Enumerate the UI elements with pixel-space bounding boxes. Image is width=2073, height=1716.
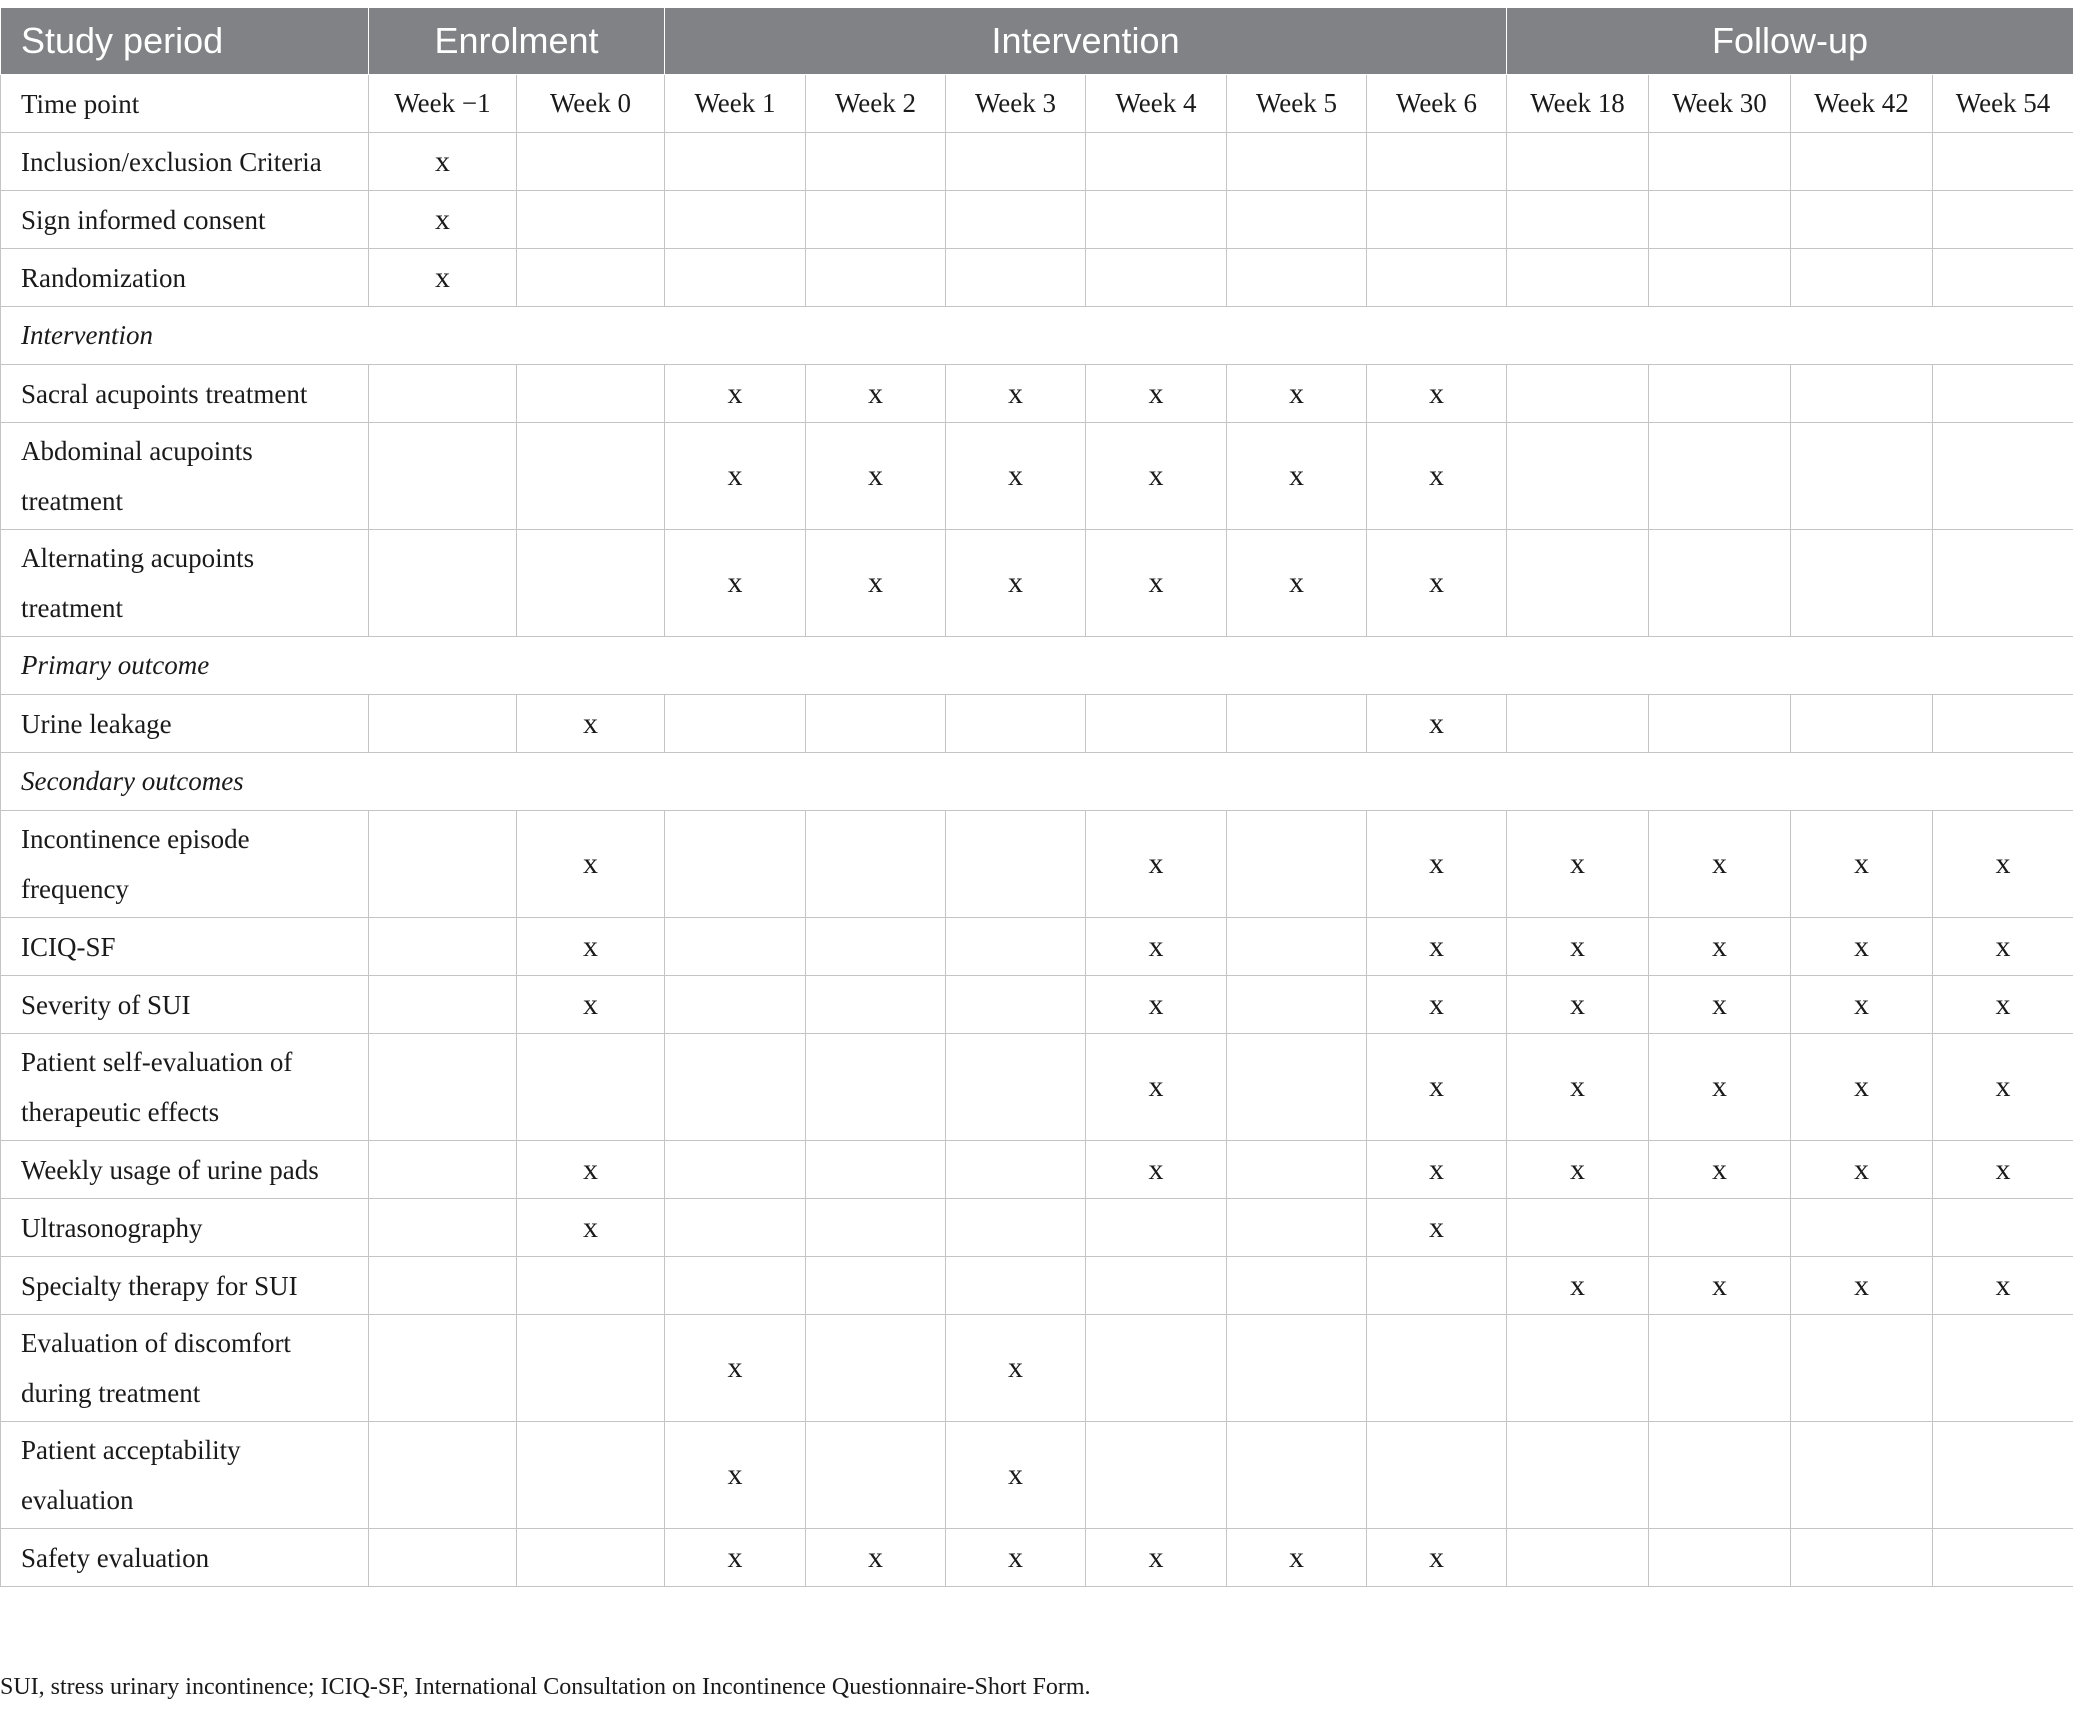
schedule-cell-empty [1649, 249, 1791, 307]
schedule-cell-empty [1086, 191, 1227, 249]
schedule-mark: x [665, 1422, 806, 1529]
schedule-mark: x [1367, 530, 1507, 637]
schedule-cell-empty [1791, 695, 1933, 753]
schedule-cell-empty [1086, 695, 1227, 753]
schedule-cell-empty [1791, 1315, 1933, 1422]
schedule-cell-empty [1367, 1422, 1507, 1529]
table-row [1, 1141, 2073, 1199]
schedule-mark: x [517, 811, 665, 918]
section-label: Intervention [1, 307, 2073, 365]
time-point-week: Week 0 [517, 75, 665, 133]
time-point-week: Week 42 [1791, 75, 1933, 133]
schedule-mark: x [1086, 365, 1227, 423]
schedule-cell-empty [665, 695, 806, 753]
time-point-week: Week 1 [665, 75, 806, 133]
time-point-week: Week 30 [1649, 75, 1791, 133]
schedule-mark: x [1933, 918, 2073, 976]
schedule-cell-empty [1933, 423, 2073, 530]
schedule-cell-empty [1649, 1199, 1791, 1257]
schedule-cell-empty [1933, 1529, 2073, 1587]
table-row [1, 1529, 2073, 1587]
header-enrolment: Enrolment [369, 8, 665, 75]
schedule-cell-empty [517, 191, 665, 249]
schedule-cell-empty [1507, 695, 1649, 753]
schedule-mark: x [369, 133, 517, 191]
table-row [1, 191, 2073, 249]
schedule-mark: x [1507, 1257, 1649, 1315]
schedule-cell-empty [1227, 1034, 1367, 1141]
row-label: Evaluation of discomfort during treatment [1, 1315, 369, 1422]
schedule-cell-empty [1086, 1257, 1227, 1315]
schedule-cell-empty [1933, 695, 2073, 753]
row-label: Patient self-evaluation of therapeutic effects [1, 1034, 369, 1141]
schedule-mark: x [1367, 365, 1507, 423]
schedule-cell-empty [369, 695, 517, 753]
schedule-cell-empty [1933, 365, 2073, 423]
schedule-mark: x [1227, 1529, 1367, 1587]
schedule-cell-empty [1367, 1315, 1507, 1422]
schedule-cell-empty [369, 1199, 517, 1257]
schedule-cell-empty [517, 1257, 665, 1315]
schedule-cell-empty [1507, 530, 1649, 637]
table-row [1, 249, 2073, 307]
schedule-mark: x [1367, 423, 1507, 530]
schedule-cell-empty [369, 423, 517, 530]
schedule-cell-empty [665, 811, 806, 918]
schedule-mark: x [517, 1199, 665, 1257]
schedule-cell-empty [1227, 1315, 1367, 1422]
header-study-period: Study period [1, 8, 369, 75]
schedule-cell-empty [1367, 133, 1507, 191]
row-label: Weekly usage of urine pads [1, 1141, 369, 1199]
schedule-mark: x [946, 365, 1086, 423]
schedule-cell-empty [1227, 133, 1367, 191]
schedule-cell-empty [1933, 530, 2073, 637]
time-point-row [1, 75, 2073, 133]
row-label: Incontinence episode frequency [1, 811, 369, 918]
schedule-cell-empty [1649, 365, 1791, 423]
header-intervention: Intervention [665, 8, 1507, 75]
schedule-cell-empty [1507, 423, 1649, 530]
schedule-cell-empty [946, 1199, 1086, 1257]
schedule-mark: x [665, 1529, 806, 1587]
table-row [1, 1257, 2073, 1315]
schedule-mark: x [665, 530, 806, 637]
table-row [1, 695, 2073, 753]
time-point-week: Week 18 [1507, 75, 1649, 133]
table-row [1, 1422, 2073, 1529]
time-point-label: Time point [1, 75, 369, 133]
schedule-cell-empty [946, 811, 1086, 918]
schedule-mark: x [1649, 1034, 1791, 1141]
time-point-week: Week 6 [1367, 75, 1507, 133]
schedule-cell-empty [369, 365, 517, 423]
schedule-cell-empty [1791, 530, 1933, 637]
schedule-cell-empty [806, 1141, 946, 1199]
schedule-mark: x [369, 249, 517, 307]
schedule-mark: x [1227, 423, 1367, 530]
schedule-cell-empty [1367, 191, 1507, 249]
schedule-cell-empty [517, 1422, 665, 1529]
schedule-mark: x [517, 695, 665, 753]
schedule-mark: x [1933, 976, 2073, 1034]
schedule-cell-empty [1086, 1199, 1227, 1257]
time-point-week: Week 54 [1933, 75, 2073, 133]
schedule-cell-empty [1649, 423, 1791, 530]
schedule-mark: x [1507, 976, 1649, 1034]
section-row [1, 307, 2073, 365]
schedule-mark: x [1649, 1141, 1791, 1199]
table-row [1, 365, 2073, 423]
time-point-week: Week 5 [1227, 75, 1367, 133]
schedule-mark: x [1086, 1034, 1227, 1141]
schedule-cell-empty [806, 1034, 946, 1141]
schedule-mark: x [1649, 976, 1791, 1034]
schedule-cell-empty [1791, 1422, 1933, 1529]
schedule-cell-empty [946, 1257, 1086, 1315]
schedule-mark: x [1791, 1141, 1933, 1199]
schedule-cell-empty [1649, 1315, 1791, 1422]
schedule-mark: x [1791, 918, 1933, 976]
schedule-mark: x [806, 530, 946, 637]
schedule-cell-empty [1791, 1199, 1933, 1257]
schedule-mark: x [1086, 1141, 1227, 1199]
schedule-cell-empty [1507, 133, 1649, 191]
header-row [1, 8, 2073, 75]
schedule-mark: x [1086, 423, 1227, 530]
schedule-mark: x [1933, 1257, 2073, 1315]
schedule-cell-empty [946, 249, 1086, 307]
schedule-mark: x [1367, 918, 1507, 976]
time-point-week: Week 3 [946, 75, 1086, 133]
schedule-mark: x [517, 918, 665, 976]
schedule-cell-empty [665, 191, 806, 249]
schedule-mark: x [1086, 976, 1227, 1034]
row-label: Inclusion/exclusion Criteria [1, 133, 369, 191]
row-label: Sacral acupoints treatment [1, 365, 369, 423]
schedule-mark: x [1086, 811, 1227, 918]
schedule-mark: x [517, 1141, 665, 1199]
schedule-mark: x [946, 1422, 1086, 1529]
time-point-week: Week 2 [806, 75, 946, 133]
schedule-cell-empty [1791, 133, 1933, 191]
schedule-cell-empty [1086, 133, 1227, 191]
schedule-cell-empty [369, 1141, 517, 1199]
schedule-mark: x [1933, 1141, 2073, 1199]
table-row [1, 1199, 2073, 1257]
time-point-week: Week 4 [1086, 75, 1227, 133]
schedule-cell-empty [369, 1422, 517, 1529]
schedule-cell-empty [946, 191, 1086, 249]
schedule-cell-empty [1933, 1199, 2073, 1257]
schedule-cell-empty [946, 133, 1086, 191]
table-row [1, 1034, 2073, 1141]
schedule-cell-empty [665, 133, 806, 191]
table-row [1, 976, 2073, 1034]
schedule-mark: x [1367, 695, 1507, 753]
row-label: Patient acceptability evaluation [1, 1422, 369, 1529]
schedule-cell-empty [665, 1199, 806, 1257]
schedule-cell-empty [665, 918, 806, 976]
schedule-cell-empty [1227, 695, 1367, 753]
schedule-table [0, 8, 2073, 1587]
schedule-cell-empty [665, 1257, 806, 1315]
schedule-cell-empty [1649, 1422, 1791, 1529]
schedule-cell-empty [1507, 1529, 1649, 1587]
schedule-cell-empty [806, 811, 946, 918]
table-row [1, 423, 2073, 530]
row-label: Severity of SUI [1, 976, 369, 1034]
schedule-cell-empty [369, 811, 517, 918]
schedule-cell-empty [517, 365, 665, 423]
schedule-mark: x [1367, 811, 1507, 918]
schedule-mark: x [1367, 976, 1507, 1034]
schedule-mark: x [1367, 1034, 1507, 1141]
schedule-cell-empty [806, 918, 946, 976]
schedule-cell-empty [1367, 1257, 1507, 1315]
schedule-cell-empty [1227, 1422, 1367, 1529]
schedule-cell-empty [946, 1141, 1086, 1199]
schedule-mark: x [1086, 918, 1227, 976]
schedule-mark: x [1227, 530, 1367, 637]
schedule-body [1, 75, 2073, 1587]
schedule-cell-empty [1227, 249, 1367, 307]
schedule-cell-empty [1227, 1141, 1367, 1199]
table-row [1, 811, 2073, 918]
schedule-mark: x [1791, 976, 1933, 1034]
schedule-mark: x [946, 1315, 1086, 1422]
schedule-mark: x [1791, 1034, 1933, 1141]
schedule-cell-empty [665, 1034, 806, 1141]
schedule-cell-empty [517, 133, 665, 191]
schedule-mark: x [1791, 811, 1933, 918]
schedule-mark: x [1649, 1257, 1791, 1315]
schedule-cell-empty [665, 1141, 806, 1199]
schedule-cell-empty [806, 249, 946, 307]
schedule-cell-empty [369, 530, 517, 637]
schedule-cell-empty [1507, 1315, 1649, 1422]
schedule-cell-empty [1507, 249, 1649, 307]
schedule-cell-empty [517, 423, 665, 530]
schedule-mark: x [1649, 918, 1791, 976]
schedule-cell-empty [1649, 191, 1791, 249]
row-label: ICIQ-SF [1, 918, 369, 976]
schedule-cell-empty [1791, 423, 1933, 530]
schedule-mark: x [665, 1315, 806, 1422]
section-label: Primary outcome [1, 637, 2073, 695]
schedule-cell-empty [1507, 365, 1649, 423]
schedule-mark: x [1227, 365, 1367, 423]
schedule-cell-empty [369, 1529, 517, 1587]
time-point-week: Week −1 [369, 75, 517, 133]
schedule-cell-empty [369, 976, 517, 1034]
schedule-cell-empty [369, 1257, 517, 1315]
schedule-cell-empty [1227, 976, 1367, 1034]
schedule-mark: x [806, 365, 946, 423]
schedule-cell-empty [1367, 249, 1507, 307]
schedule-mark: x [1086, 530, 1227, 637]
schedule-mark: x [946, 1529, 1086, 1587]
schedule-cell-empty [946, 976, 1086, 1034]
schedule-cell-empty [806, 695, 946, 753]
row-label: Alternating acupoints treatment [1, 530, 369, 637]
section-row [1, 753, 2073, 811]
schedule-cell-empty [1649, 133, 1791, 191]
schedule-mark: x [1367, 1199, 1507, 1257]
schedule-mark: x [946, 530, 1086, 637]
schedule-cell-empty [1227, 811, 1367, 918]
schedule-cell-empty [806, 1422, 946, 1529]
schedule-cell-empty [806, 976, 946, 1034]
schedule-cell-empty [1791, 191, 1933, 249]
schedule-cell-empty [1507, 1199, 1649, 1257]
schedule-cell-empty [517, 1529, 665, 1587]
schedule-cell-empty [1649, 1529, 1791, 1587]
schedule-cell-empty [665, 249, 806, 307]
schedule-cell-empty [806, 191, 946, 249]
table-footnote: SUI, stress urinary incontinence; ICIQ-SF, International Consultation on Incontinence Questionnaire-Short Form. [0, 1674, 1091, 1700]
schedule-mark: x [1086, 1529, 1227, 1587]
schedule-cell-empty [369, 918, 517, 976]
schedule-mark: x [806, 1529, 946, 1587]
schedule-cell-empty [517, 1315, 665, 1422]
schedule-mark: x [1933, 1034, 2073, 1141]
schedule-cell-empty [1649, 530, 1791, 637]
schedule-cell-empty [946, 695, 1086, 753]
section-row [1, 637, 2073, 695]
schedule-mark: x [1507, 918, 1649, 976]
table-row [1, 530, 2073, 637]
row-label: Sign informed consent [1, 191, 369, 249]
table-row [1, 133, 2073, 191]
schedule-cell-empty [517, 530, 665, 637]
schedule-cell-empty [1933, 133, 2073, 191]
section-label: Secondary outcomes [1, 753, 2073, 811]
schedule-cell-empty [369, 1315, 517, 1422]
schedule-cell-empty [1086, 249, 1227, 307]
schedule-cell-empty [1086, 1422, 1227, 1529]
schedule-mark: x [1649, 811, 1791, 918]
schedule-cell-empty [806, 1257, 946, 1315]
schedule-mark: x [1791, 1257, 1933, 1315]
table-row [1, 1315, 2073, 1422]
schedule-cell-empty [369, 1034, 517, 1141]
row-label: Urine leakage [1, 695, 369, 753]
schedule-cell-empty [517, 1034, 665, 1141]
schedule-mark: x [517, 976, 665, 1034]
schedule-cell-empty [806, 1315, 946, 1422]
schedule-cell-empty [1227, 918, 1367, 976]
header-follow-up: Follow-up [1507, 8, 2073, 75]
schedule-table-container [0, 8, 2073, 1587]
schedule-cell-empty [1507, 191, 1649, 249]
schedule-mark: x [369, 191, 517, 249]
schedule-cell-empty [1086, 1315, 1227, 1422]
schedule-cell-empty [1933, 1315, 2073, 1422]
schedule-cell-empty [1649, 695, 1791, 753]
schedule-mark: x [806, 423, 946, 530]
schedule-cell-empty [1227, 191, 1367, 249]
schedule-mark: x [1367, 1529, 1507, 1587]
schedule-cell-empty [806, 1199, 946, 1257]
schedule-cell-empty [1791, 365, 1933, 423]
schedule-cell-empty [946, 1034, 1086, 1141]
schedule-cell-empty [517, 249, 665, 307]
schedule-cell-empty [665, 976, 806, 1034]
schedule-cell-empty [1507, 1422, 1649, 1529]
schedule-mark: x [1933, 811, 2073, 918]
row-label: Abdominal acupoints treatment [1, 423, 369, 530]
row-label: Randomization [1, 249, 369, 307]
schedule-cell-empty [1933, 1422, 2073, 1529]
schedule-cell-empty [806, 133, 946, 191]
schedule-cell-empty [1791, 249, 1933, 307]
schedule-mark: x [946, 423, 1086, 530]
row-label: Ultrasonography [1, 1199, 369, 1257]
table-row [1, 918, 2073, 976]
schedule-mark: x [665, 365, 806, 423]
schedule-cell-empty [946, 918, 1086, 976]
schedule-mark: x [1367, 1141, 1507, 1199]
schedule-cell-empty [1933, 191, 2073, 249]
schedule-mark: x [1507, 811, 1649, 918]
schedule-mark: x [665, 423, 806, 530]
schedule-cell-empty [1933, 249, 2073, 307]
row-label: Specialty therapy for SUI [1, 1257, 369, 1315]
schedule-mark: x [1507, 1034, 1649, 1141]
row-label: Safety evaluation [1, 1529, 369, 1587]
schedule-cell-empty [1227, 1257, 1367, 1315]
schedule-cell-empty [1227, 1199, 1367, 1257]
schedule-cell-empty [1791, 1529, 1933, 1587]
schedule-mark: x [1507, 1141, 1649, 1199]
